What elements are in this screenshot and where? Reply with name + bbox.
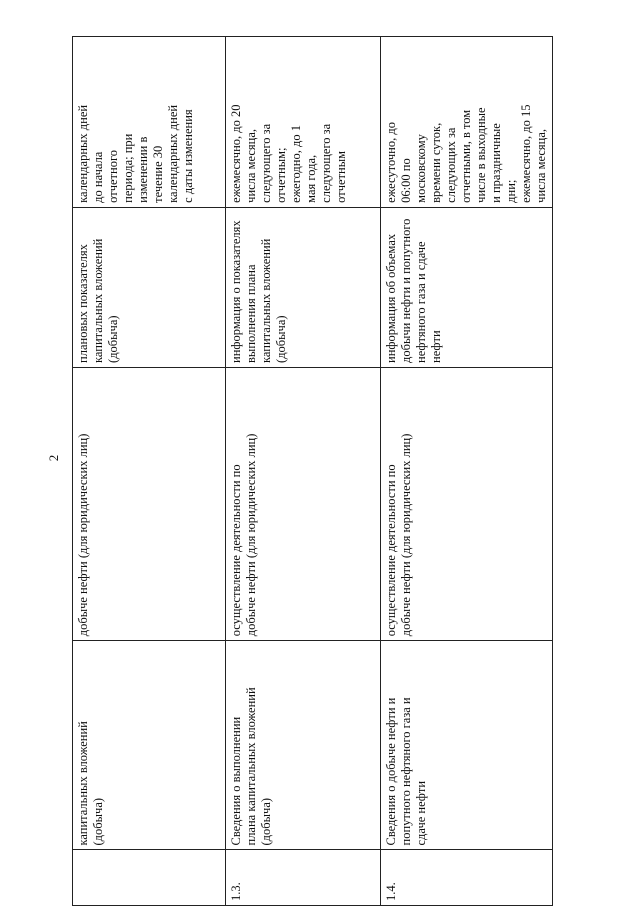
- document-table: [72, 36, 553, 906]
- report-name-cell: Сведения о выполнении плана капитальных вложений (добыча): [226, 641, 381, 850]
- table-row: [73, 37, 226, 906]
- activity-cell: осуществление деятельности по добыче нефти (для юридических лиц): [226, 367, 381, 640]
- row-number: [73, 850, 226, 906]
- info-cell: информация о показателях выполнения плана капитальных вложений (добыча): [226, 207, 381, 367]
- document-table-container: [72, 36, 548, 906]
- report-name-cell: Сведения о добыче нефти и попутного нефтяного газа и сдаче нефти: [381, 641, 553, 850]
- term-cell: ежесуточно, до 06:00 по московскому времени суток, следующих за отчетными, в том числе в выходные и праздничные дни; ежемесячно, до 15 числа месяца,: [381, 37, 553, 208]
- row-number: 1.3.: [226, 850, 381, 906]
- info-cell: плановых показателях капитальных вложений (добыча): [73, 207, 226, 367]
- info-cell: информация об объемах добычи нефти и попутного нефтяного газа и сдаче нефти: [381, 207, 553, 367]
- table-row: [226, 37, 381, 906]
- row-number: 1.4.: [381, 850, 553, 906]
- report-name-cell: капитальных вложений (добыча): [73, 641, 226, 850]
- activity-cell: осуществление деятельности по добыче нефти (для юридических лиц): [381, 367, 553, 640]
- term-cell: ежемесячно, до 20 числа месяца, следующего за отчетным; ежегодно, до 1 мая года, следующего за отчетным: [226, 37, 381, 208]
- term-cell: календарных дней до начала отчетного периода; при изменении в течение 30 календарных дней с даты изменения: [73, 37, 226, 208]
- table-row: [381, 37, 553, 906]
- activity-cell: добыче нефти (для юридических лиц): [73, 367, 226, 640]
- page-number: 2: [46, 454, 61, 462]
